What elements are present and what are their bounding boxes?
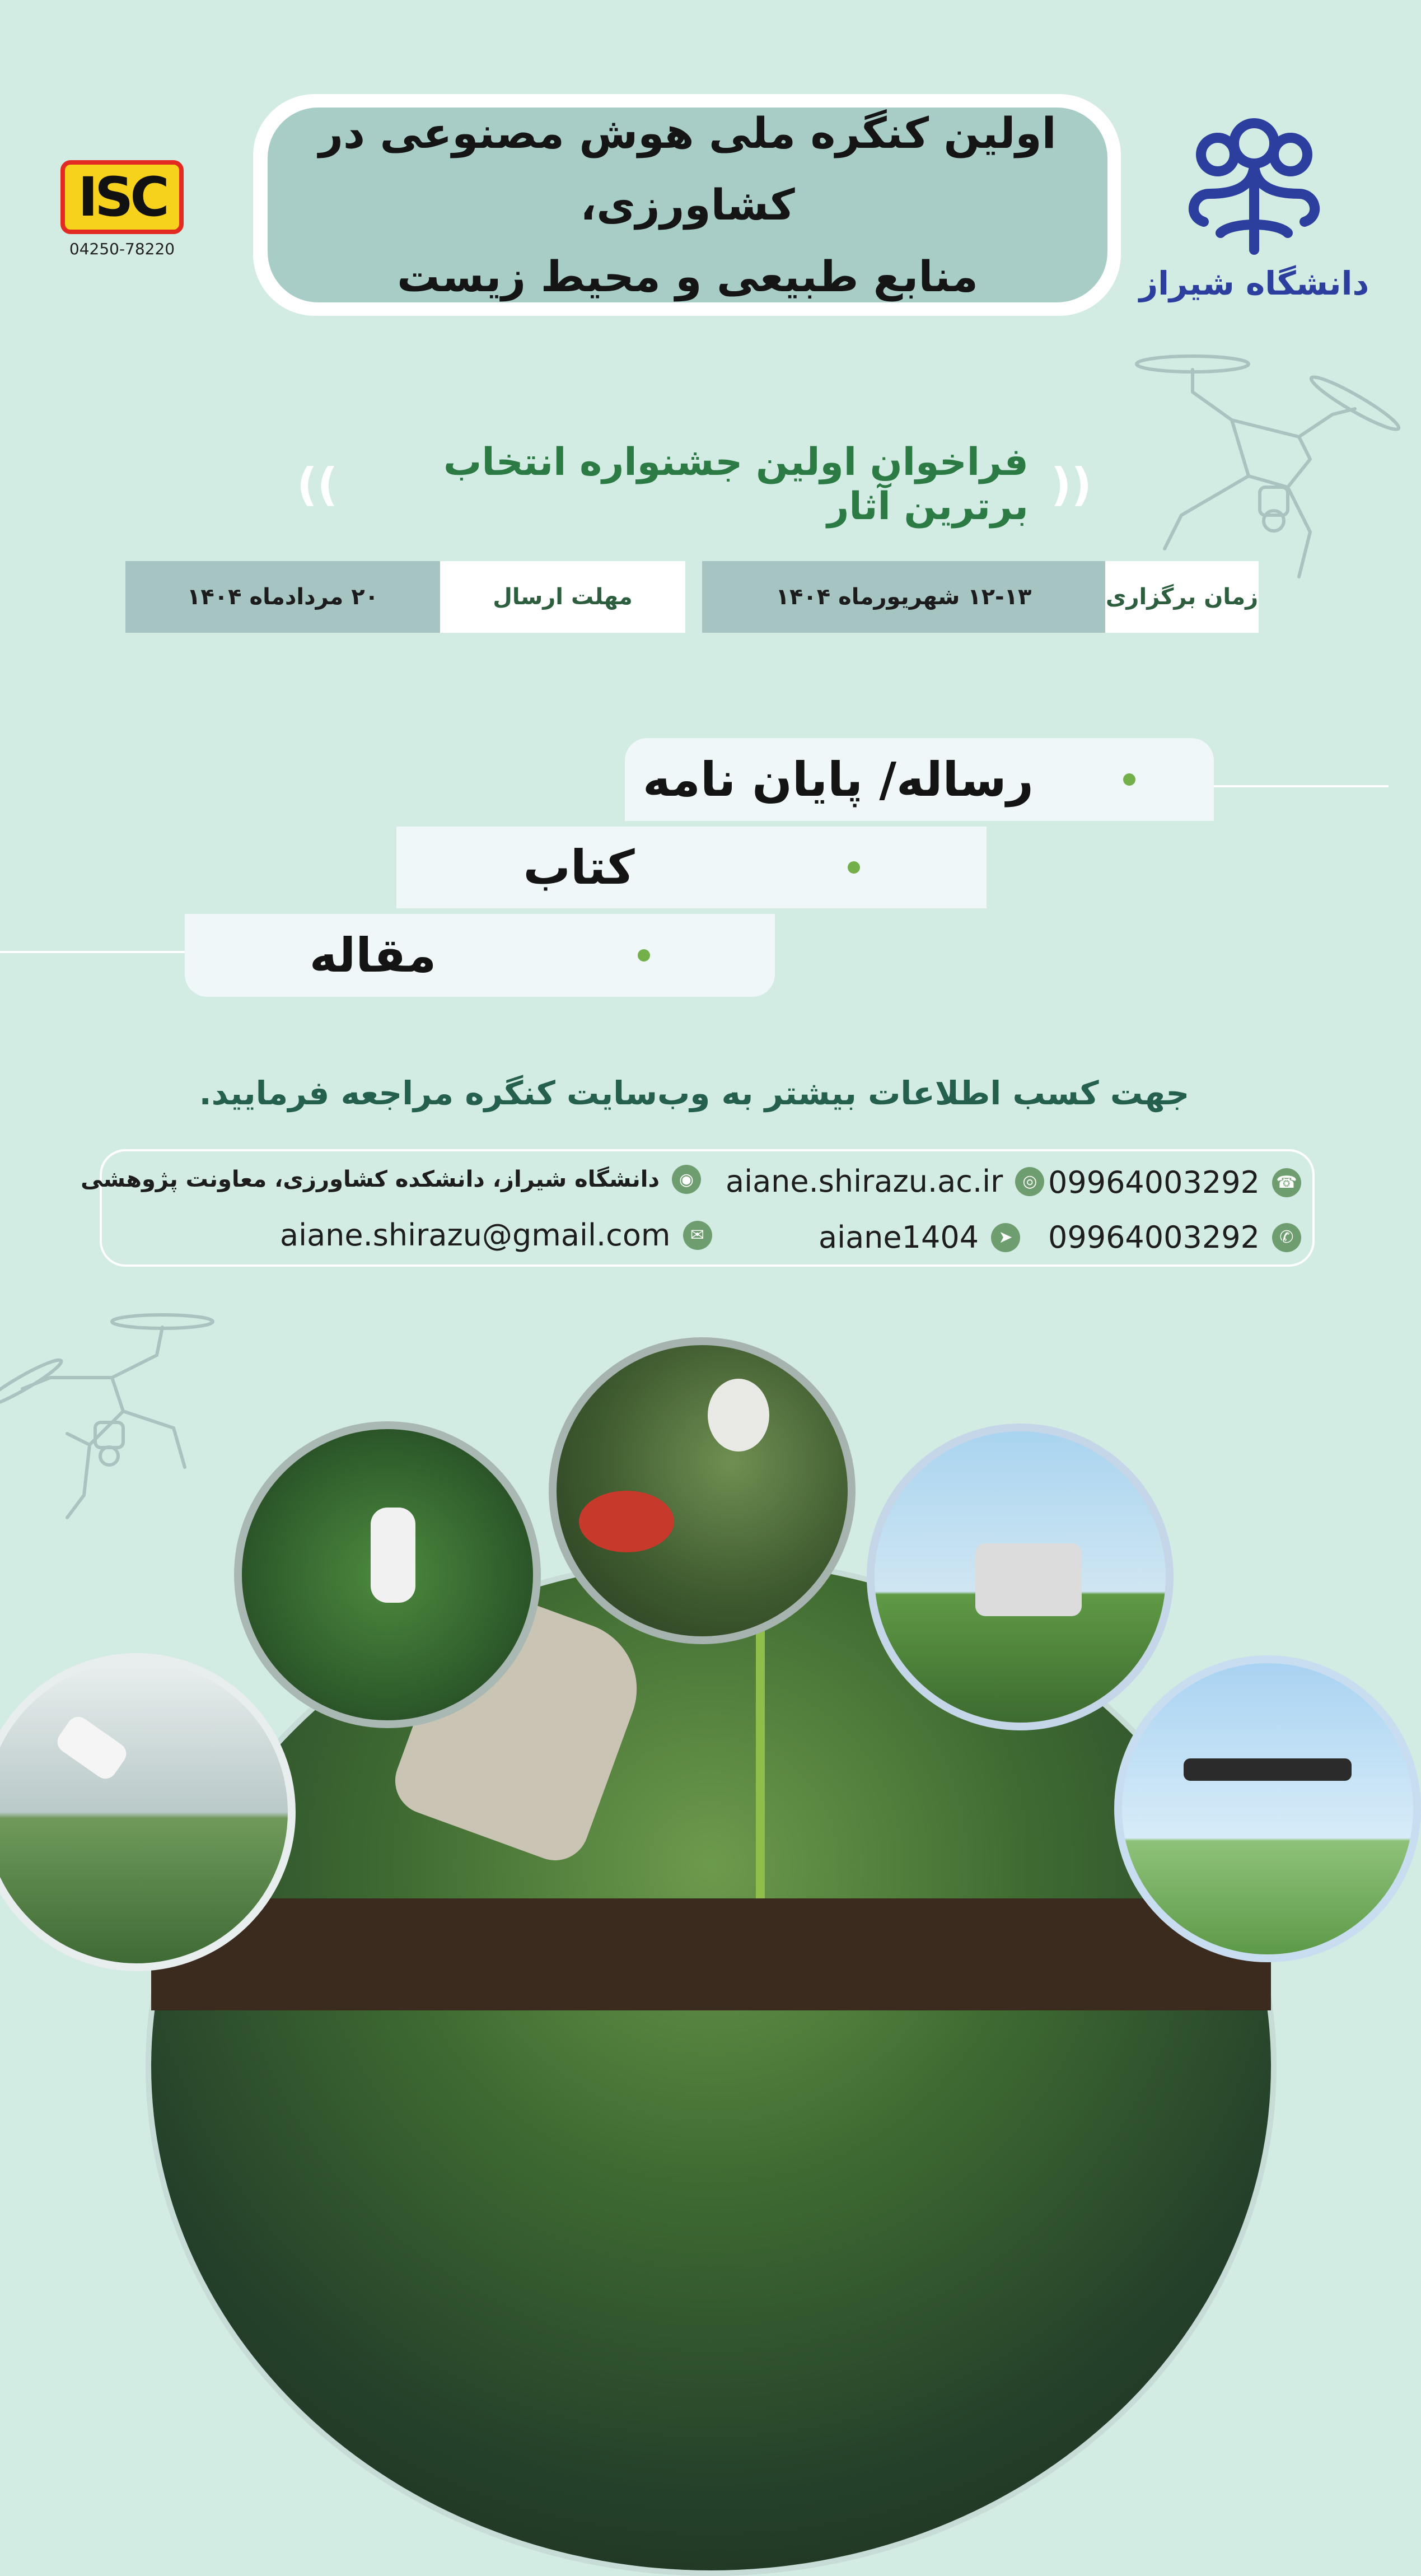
bullet-dot [638,949,650,962]
call-title-text: فراخوان اولین جشنواره انتخاب برترین آثار [443,440,1029,529]
event-date-pill [702,561,1259,633]
divider-line-right [1214,785,1389,787]
bullet-dot [1123,773,1135,786]
call-title [274,440,1114,529]
sprayer-nozzle-shape [53,1712,130,1783]
phone-icon: ☎ [1272,1168,1301,1197]
address-text: دانشگاه شیراز، دانشکده کشاورزی، معاونت پژوهشی [81,1166,660,1192]
photo-farm-robot [867,1424,1174,1730]
deadline-label: مهلت ارسال [440,561,685,633]
telegram-handle[interactable]: aiane1404 [819,1220,979,1255]
email-address[interactable]: aiane.shirazu@gmail.com [280,1217,671,1253]
isc-code: 04250-78220 [69,240,175,258]
spray-drone-shape [1184,1758,1352,1781]
deadline-value: ۲۰ مردادماه ۱۴۰۴ [125,561,440,633]
robot-cart-shape [975,1543,1082,1616]
deadline-pill [125,561,685,633]
university-logo-text: دانشگاه شیراز [1139,264,1369,302]
title-line-1: اولین کنگره ملی هوش مصنوعی در کشاورزی، [319,108,1057,230]
congress-title [268,108,1107,302]
drone-outline-left [0,1305,224,1523]
telegram-icon: ➤ [991,1223,1020,1252]
photo-drone-over-field [234,1421,541,1728]
email-icon: ✉ [683,1221,712,1250]
photo-robot-harvesting [549,1337,856,1644]
category-thesis-label: رساله/ پایان نامه [642,752,1034,807]
quote-open: (( [1050,458,1092,511]
isc-logo [60,160,184,234]
whatsapp-icon: ✆ [1272,1223,1301,1252]
divider-line-left [0,951,187,953]
website-contact[interactable] [726,1164,1044,1199]
category-thesis [625,738,1214,821]
quote-close: )) [297,458,338,511]
isc-logo-text: ISC [78,166,166,228]
event-date-label: زمان برگزاری [1105,561,1259,633]
address-contact [81,1165,701,1194]
more-info-text: جهت کسب اطلاعات بیشتر به وب‌سایت کنگره مراجعه فرمایید. [199,1074,1190,1112]
robot-head-shape [708,1379,769,1452]
email-contact[interactable] [280,1217,712,1253]
shiraz-university-logo [1139,110,1369,311]
location-icon: ◉ [672,1165,701,1194]
category-article-label: مقاله [309,928,437,983]
drone-outline-top-right [1120,347,1389,582]
bullet-dot [848,861,860,874]
phone-number[interactable]: 09964003292 [1048,1165,1260,1200]
telegram-contact[interactable] [819,1220,1020,1255]
category-book [396,827,987,908]
title-line-2: منابع طبیعی و محیط زیست [397,251,978,301]
globe-icon: ◎ [1015,1167,1044,1196]
category-article [185,914,775,997]
website-link[interactable]: aiane.shirazu.ac.ir [726,1164,1003,1199]
category-book-label: کتاب [523,840,635,895]
phone-contact[interactable] [1048,1165,1301,1200]
soil-strip [151,1898,1271,2010]
whatsapp-contact[interactable] [1048,1220,1301,1255]
tomatoes-shape [579,1491,674,1552]
drone-body-shape [371,1508,415,1603]
photo-spraying-drone [1114,1655,1421,1962]
whatsapp-number[interactable]: 09964003292 [1048,1220,1260,1255]
event-date-value: ۱۲-۱۳ شهریورماه ۱۴۰۴ [702,561,1105,633]
